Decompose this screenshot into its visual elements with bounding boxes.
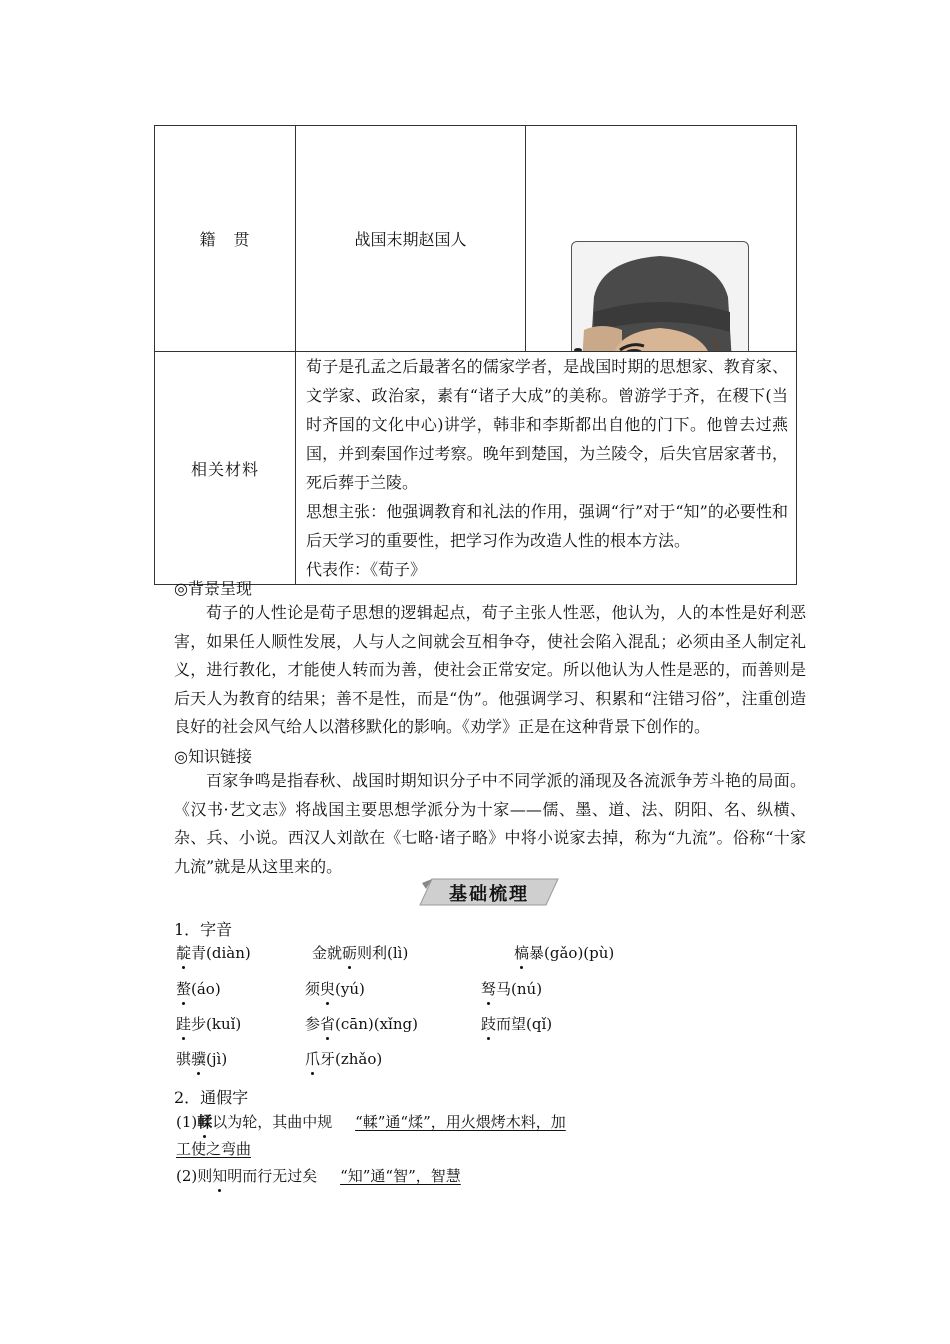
tongjia-item-1-char: 輮 bbox=[197, 1113, 213, 1131]
pronunciation-item-dot: 靛 bbox=[176, 944, 192, 962]
pronunciation-item-post: 暴(gǎo)(pù) bbox=[529, 944, 615, 962]
pronunciation-item bbox=[481, 978, 542, 999]
pronunciation-item-pre: 金就 bbox=[312, 944, 343, 962]
pronunciation-item-post: 牙(zhǎo) bbox=[320, 1050, 383, 1068]
pronunciation-item-dot: 爪 bbox=[305, 1050, 321, 1068]
pronunciation-item-post: 而望(qǐ) bbox=[496, 1015, 553, 1033]
section-banner bbox=[418, 877, 560, 907]
tongjia-item-2 bbox=[176, 1165, 461, 1186]
pronunciation-title: 1．字音 bbox=[174, 920, 233, 939]
tongjia-item-1-text: 以为轮，其曲中规 bbox=[212, 1113, 333, 1131]
tongjia-item-2-text: 明而行无过矣 bbox=[227, 1167, 318, 1185]
tongjia-item-2-answer: “知”通“智”，智慧 bbox=[340, 1167, 461, 1185]
tongjia-item-1 bbox=[176, 1111, 566, 1132]
label-materials: 相关材料 bbox=[155, 352, 296, 585]
pronunciation-item bbox=[176, 1013, 241, 1034]
value-jiguan: 战国末期赵国人 bbox=[296, 126, 526, 352]
pronunciation-item-post: (jì) bbox=[206, 1050, 228, 1068]
pronunciation-item bbox=[481, 1013, 552, 1034]
tongjia-item-2-number: (2)则 bbox=[176, 1167, 213, 1185]
pronunciation-item-pre: 参 bbox=[305, 1015, 321, 1033]
pronunciation-item-dot: 省 bbox=[320, 1015, 336, 1033]
info-table bbox=[154, 125, 797, 585]
bio-paragraph-3: 代表作：《荀子》 bbox=[306, 560, 427, 579]
background-title: ◎背景呈现 bbox=[174, 579, 252, 598]
pronunciation-item-dot: 槁 bbox=[514, 944, 530, 962]
pronunciation-item-pre: 须 bbox=[305, 980, 321, 998]
pronunciation-item-dot: 跬 bbox=[176, 1015, 192, 1033]
pronunciation-item bbox=[176, 978, 221, 999]
tongjia-item-1-number: (1) bbox=[176, 1113, 198, 1131]
xunzi-portrait bbox=[571, 241, 749, 352]
pronunciation-item-dot: 跂 bbox=[481, 1015, 497, 1033]
label-jiguan: 籍 贯 bbox=[155, 126, 296, 352]
tongjia-title: 2．通假字 bbox=[174, 1088, 249, 1107]
pronunciation-item bbox=[312, 942, 408, 963]
pronunciation-item-post: 步(kuǐ) bbox=[191, 1015, 242, 1033]
tongjia-item-2-char: 知 bbox=[212, 1167, 228, 1185]
tongjia-item-1-cont bbox=[176, 1138, 251, 1159]
pronunciation-item-dot: 驽 bbox=[481, 980, 497, 998]
bio-cell bbox=[296, 352, 797, 585]
xunzi-portrait-image bbox=[572, 242, 748, 352]
pronunciation-item bbox=[305, 1048, 382, 1069]
banner-text: 基础梳理 bbox=[449, 884, 529, 905]
pronunciation-item-dot: 臾 bbox=[320, 980, 336, 998]
background-text: 荀子的人性论是荀子思想的逻辑起点，荀子主张人性恶，他认为，人的本性是好利恶害，如果任人顺性发展，人与人之间就会互相争夺，使社会陷入混乱；必须由圣人制定礼义，进行教化，才能使人转而为善，使社会正常安定。所以他认为人性是恶的，而善则是后天人为教育的结果；善不是性，而是“伪”。他强调学习、积累和“注错习俗”，注重创造良好的社会风气给人以潜移默化的影响。《劝学》正是在这种背景下创作的。 bbox=[174, 603, 806, 736]
bio-paragraph-1: 荀子是孔孟之后最著名的儒家学者，是战国时期的思想家、教育家、文学家、政治家，素有“诸子大成”的美称。曾游学于齐，在稷下(当时齐国的文化中心)讲学，韩非和李斯都出自他的门下。他曾去过燕国，并到秦国作过考察。晚年到楚国，为兰陵令，后失官居家著书，死后葬于兰陵。 bbox=[306, 357, 788, 492]
pronunciation-item-post: 青(diàn) bbox=[191, 944, 251, 962]
pronunciation-item-dot: 螯 bbox=[176, 980, 192, 998]
bio-paragraph-2: 思想主张：他强调教育和礼法的作用，强调“行”对于“知”的必要性和后天学习的重要性，把学习作为改造人性的根本方法。 bbox=[306, 502, 788, 550]
pronunciation-item-post: 马(nú) bbox=[496, 980, 543, 998]
pronunciation-item-pre: 骐 bbox=[176, 1050, 192, 1068]
pronunciation-item-post: (cān)(xǐng) bbox=[335, 1015, 418, 1033]
knowledge-title: ◎知识链接 bbox=[174, 747, 252, 766]
knowledge-text: 百家争鸣是指春秋、战国时期知识分子中不同学派的涌现及各流派争芳斗艳的局面。《汉书·艺文志》将战国主要思想学派分为十家——儒、墨、道、法、阴阳、名、纵横、杂、兵、小说。西汉人刘歆在《七略·诸子略》中将小说家去掉，称为“九流”。俗称“十家九流”就是从这里来的。 bbox=[174, 771, 806, 876]
pronunciation-item bbox=[176, 942, 251, 963]
pronunciation-item-dot: 骥 bbox=[191, 1050, 207, 1068]
pronunciation-item bbox=[514, 942, 614, 963]
portrait-cell bbox=[526, 126, 797, 352]
pronunciation-item-post: (yú) bbox=[335, 980, 365, 998]
pronunciation-item bbox=[305, 978, 365, 999]
tongjia-item-1-answer-cont: 工使之弯曲 bbox=[176, 1140, 252, 1158]
tongjia-item-1-answer: “輮”通“煣”，用火煨烤木料，加 bbox=[355, 1113, 566, 1131]
pronunciation-item-dot: 砺 bbox=[342, 944, 358, 962]
pronunciation-item-post: (áo) bbox=[191, 980, 221, 998]
pronunciation-item bbox=[305, 1013, 418, 1034]
pronunciation-item bbox=[176, 1048, 227, 1069]
pronunciation-item-post: 则利(lì) bbox=[357, 944, 409, 962]
